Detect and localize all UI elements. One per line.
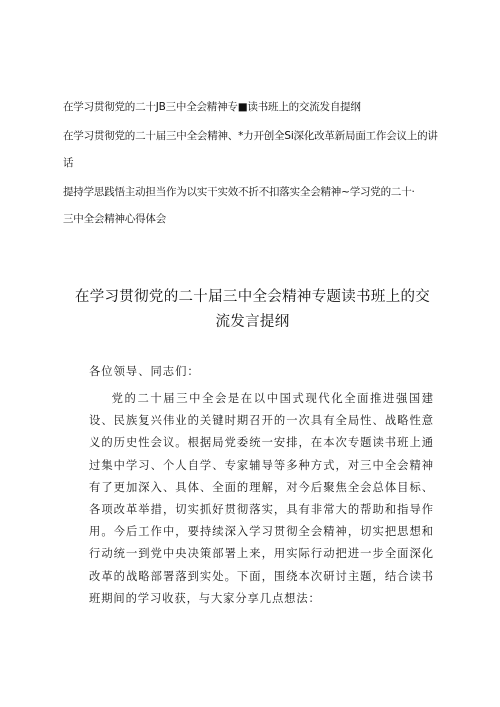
toc-item-1[interactable]: 在学习贯彻党的二十JB三中全会精神专■读书班上的交流发自提纲 — [63, 101, 361, 113]
toc-item-3[interactable]: 提持学思践悟主动担当作为以实干实效不折不扣落实全会精神~学习党的二十· — [63, 186, 415, 198]
body-paragraph: 党的二十届三中全会是在以中国式现代化全面推进强国建设、民族复兴伟业的关键时期召开的一次具有全局性、战略性意义的历史性会议。根据局党委统一安排，在本次专题读书班上通过集中学习、个人自学、专家辅导等多种方式，对三中全会精神有了更加深入、具体、全面的理解，对今后聚焦全会总体目标、各项改革举措，切实抓好贯彻落实，具有非常大的帮助和指导作用。今后工作中，要持续深入学习贯彻全会精神，切实把思想和行动统一到党中央决策部署上来，用实际行动把进一步全面深化改革的战略部署落到实处。下面，围绕本次研讨主题，结合读书班期间的学习收获，与大家分享几点想法： — [89, 392, 434, 605]
salutation: 各位领导、同志们： — [89, 365, 200, 378]
toc-item-2-continuation[interactable]: 话 — [63, 157, 74, 169]
document-body — [89, 362, 434, 610]
document-title-line-2: 流发言提纲 — [215, 314, 290, 330]
toc-item-2[interactable]: 在学习贯彻党的二十届三中全会精神、*力开创全Si深化改革新局面工作会议上的讲 — [63, 130, 438, 142]
document-title-line-1: 在学习贯彻党的二十届三中全会精神专题读书班上的交 — [74, 289, 431, 305]
toc-item-3-continuation[interactable]: 三中全会精神心得体会 — [63, 213, 166, 225]
table-of-contents — [63, 100, 443, 226]
document-title — [60, 285, 445, 335]
